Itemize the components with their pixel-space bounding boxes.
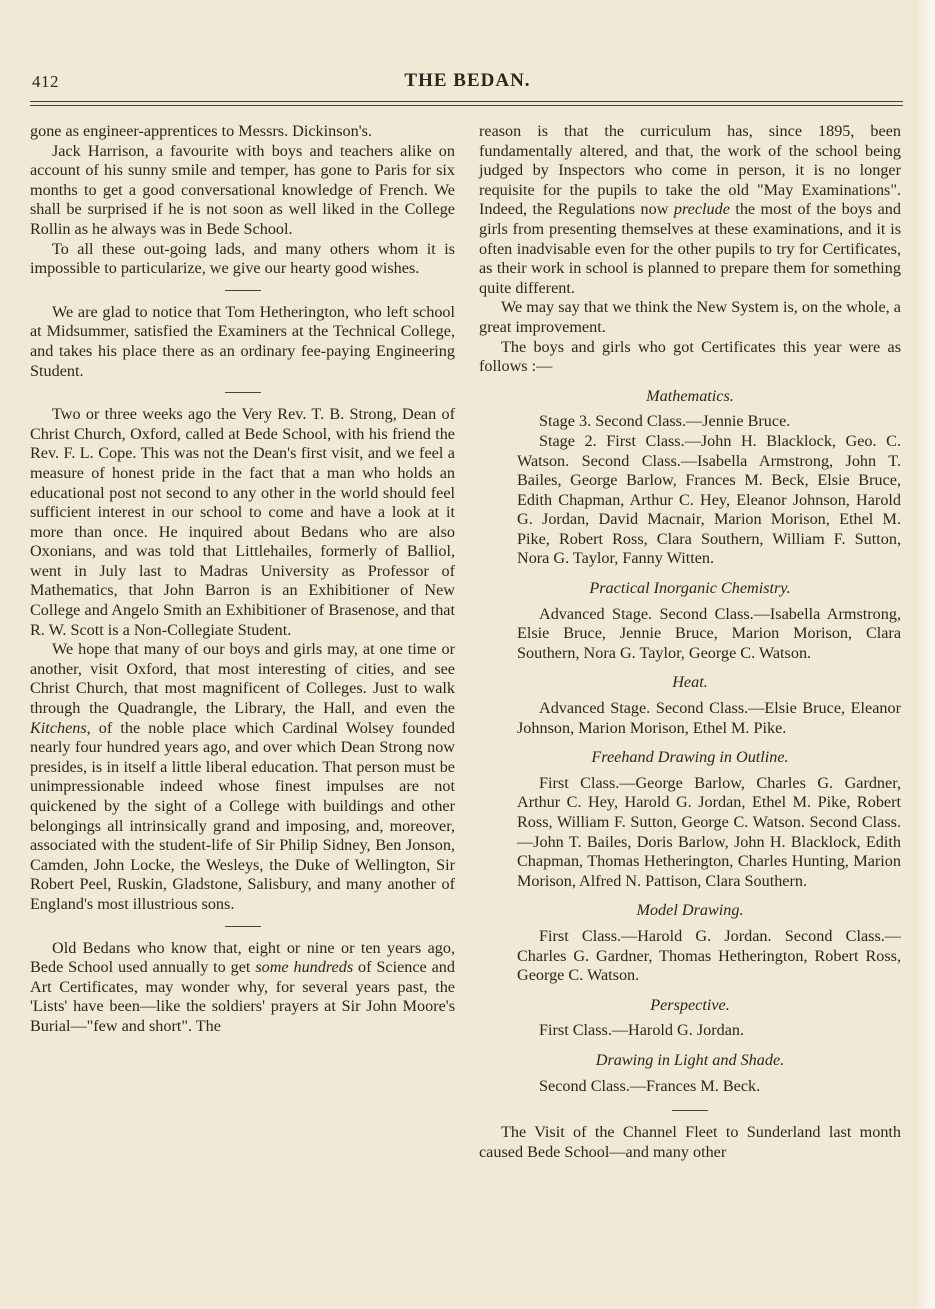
italic-text: preclude: [673, 200, 730, 219]
certificate-entry: First Class.—Harold G. Jordan. Second Class.—Charles G. Gardner, Thomas Hetherington, Robert Ross, George C. Watson.: [517, 926, 901, 985]
section-divider: [225, 926, 261, 927]
paragraph: [30, 939, 455, 1037]
header-rule-bottom: [30, 105, 903, 106]
italic-text: some hundreds: [255, 958, 354, 977]
section-heading: Perspective.: [650, 995, 730, 1014]
section-heading: Model Drawing.: [636, 901, 744, 920]
paragraph: We may say that we think the New System is, on the whole, a great improvement.: [479, 298, 901, 336]
certificate-entry: First Class.—Harold G. Jordan.: [539, 1021, 745, 1040]
paragraph: [479, 122, 901, 298]
paragraph: gone as engineer-apprentices to Messrs. Dickinson's.: [30, 122, 372, 140]
certificate-entry: Advanced Stage. Second Class.—Isabella Armstrong, Elsie Bruce, Jennie Bruce, Marion Morison, Clara Southern, Nora G. Taylor, George C. Watson.: [517, 604, 901, 662]
section-heading: Practical Inorganic Chemistry.: [589, 579, 791, 598]
paragraph: Two or three weeks ago the Very Rev. T. B. Strong, Dean of Christ Church, Oxford, called at Bede School, with his friend the Rev. F. L. Cope. This was not the Dean's first visit, and we feel a measure of honest pride in the fact that a man who holds an educational post not second to any other in the world should feel sufficient interest in our school to come and have a look at it more than once. He inquired about Bedans who are also Oxonians, and was told that Littlehailes, formerly of Balliol, went in July last to Madras University as Professor of Mathematics, that John Barron is an Exhibitioner of New College and Angelo Smith an Exhibitioner of Brasenose, and that R. W. Scott is a Non-Collegiate Student.: [30, 405, 455, 639]
text-run: reason is that the curriculum has, since 1895, been fundamentally altered, and that, the work of the school being judged by Inspectors who come in person, it is no longer requisite for the pupils to take the old "May Examinations". Indeed, the Regulations now: [479, 122, 901, 219]
certificate-entry: First Class.—George Barlow, Charles G. Gardner, Arthur C. Hey, Harold G. Jordan, Ethel M. Pike, Robert Ross, William F. Sutton, George C. Watson. Second Class.—John T. Bailes, Doris Barlow, John H. Blacklock, Edith Chapman, Thomas Hetherington, Charles Hunting, Marion Morison, Alfred N. Pattison, Clara Southern.: [517, 773, 901, 890]
header-rule-top: [30, 101, 903, 102]
section-divider: [225, 290, 261, 291]
text-run: Old Bedans who know that, eight or nine or ten years ago, Bede School used annually to get: [30, 938, 455, 977]
paragraph: The boys and girls who got Certificates this year were as follows :—: [479, 337, 901, 376]
italic-text: Kitchens: [30, 718, 87, 737]
running-header: [30, 68, 905, 94]
running-title: THE BEDAN.: [404, 70, 531, 91]
section-divider: [672, 1110, 708, 1111]
certificate-entry: Advanced Stage. Second Class.—Elsie Bruce, Eleanor Johnson, Marion Morison, Ethel M. Pike.: [517, 699, 901, 737]
paragraph: Jack Harrison, a favourite with boys and teachers alike on account of his sunny smile and temper, has gone to Paris for six months to get a good conversational knowledge of French. We shall be surprised if he is not soon as well liked in the College Rollin as he always was in Bede School.: [30, 141, 455, 238]
paragraph: To all these out-going lads, and many others whom it is impossible to particularize, we give our hearty good wishes.: [30, 239, 455, 278]
certificate-entry: Second Class.—Frances M. Beck.: [539, 1076, 761, 1095]
section-divider: [225, 392, 261, 393]
text-run: We hope that many of our boys and girls may, at one time or another, visit Oxford, that most interesting of cities, and see Christ Church, that most magnificent of Colleges. Just to walk through the Quadrangle, the Library, the Hall, and even the: [30, 640, 455, 718]
page-edge: [913, 0, 935, 1309]
section-heading: Heat.: [672, 673, 708, 692]
text-run: the most of the boys and girls from presenting themselves at these examinations, and it is often inadvisable even for the other pupils to try for Certificates, as their work in school is planned to prepare them for something quite different.: [479, 200, 901, 297]
paragraph: The Visit of the Channel Fleet to Sunderland last month caused Bede School—and many other: [479, 1123, 901, 1161]
right-column: [479, 122, 901, 1162]
left-column: [30, 122, 455, 1037]
page-number: 412: [32, 72, 59, 91]
section-heading: Drawing in Light and Shade.: [595, 1050, 785, 1069]
paragraph: We are glad to notice that Tom Hetherington, who left school at Midsummer, satisfied the Examiners at the Technical College, and takes his place there as an ordinary fee-paying Engineering Student.: [30, 302, 455, 380]
paragraph: [30, 640, 455, 914]
section-heading: Freehand Drawing in Outline.: [591, 748, 789, 767]
text-run: of Science and Art Certificates, may wonder why, for several years past, the 'Lists' have been—like the soldiers' prayers at Sir John Moore's Burial—"few and short". The: [30, 958, 455, 1035]
text-run: , of the noble place which Cardinal Wolsey founded nearly four hundred years ago, and over which Dean Strong now presides, is in itself a little liberal education. That person must be unimpressionable indeed whose finest impulses are not quickened by the sight of a College with buildings and other belongings all intrinsically grand and imposing, and, moreover, associated with the student-life of Sir Philip Sidney, Ben Jonson, Camden, John Locke, the Wesleys, the Duke of Wellington, Sir Robert Peel, Ruskin, Gladstone, Salisbury, and many another of England's most illustrious sons.: [30, 718, 455, 913]
certificate-entry: Stage 3. Second Class.—Jennie Bruce.: [539, 412, 791, 431]
certificate-entry: Stage 2. First Class.—John H. Blacklock, Geo. C. Watson. Second Class.—Isabella Armstrong, John T. Bailes, George Barlow, Frances M. Beck, Elsie Bruce, Edith Chapman, Arthur C. Hey, Eleanor Johnson, Harold G. Jordan, David Macnair, Marion Morison, Ethel M. Pike, Robert Ross, Clara Southern, William F. Sutton, Nora G. Taylor, Fanny Witten.: [517, 431, 901, 568]
section-heading: Mathematics.: [646, 386, 734, 405]
